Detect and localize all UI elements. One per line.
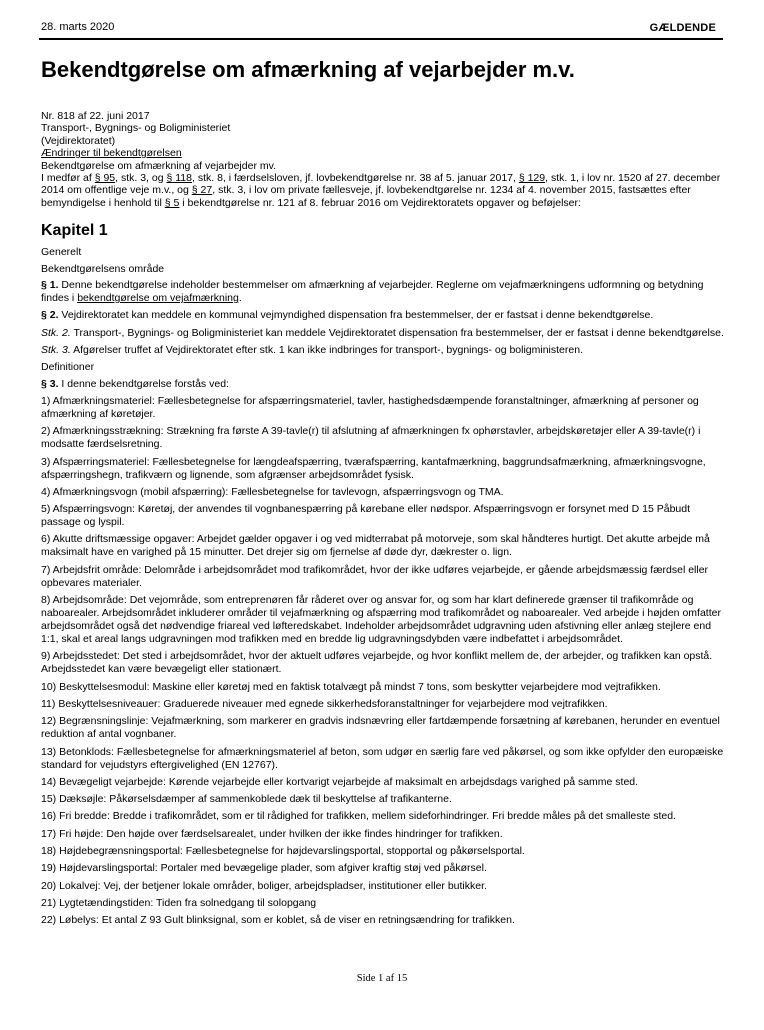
definition-item: 15) Dæksøjle: Påkørselsdæmper af sammenkoblede dæk til beskyttelse af trafikanterne. — [41, 793, 452, 806]
preamble-text: , stk. 3, og — [115, 172, 167, 185]
definition-item: 10) Beskyttelsesmodul: Maskine eller køretøj med en faktisk totalvægt på mindst 7 tons, som beskytter vejarbejdere mod vejtrafikken. — [41, 680, 661, 693]
definition-item: 3) Afspærringsmateriel: Fællesbetegnelse for længdeafspærring, tværafspærring, kantafmærkning, baggrundsafmærkning, afmærkningsvogne, afspærringshegn, trafikværn og lignende, som afgrænser arbejdsområdet fysisk. — [41, 455, 706, 481]
definition-item: 12) Begrænsningslinje: Vejafmærkning, som markerer en gradvis indsnævring eller fartdæmpende forsætning af kørebanen, herunder en eventuel reduktion af antal vognbaner. — [41, 715, 720, 741]
paragraph-text: . — [238, 292, 242, 304]
definition-item: 7) Arbejdsfrit område: Delområde i arbejdsområdet mod trafikområdet, hvor der ikke udføres vejarbejde, er gående arbejdsmæssig færdsel eller opbevares materialer. — [41, 563, 709, 589]
chapter-heading: Kapitel 1 — [41, 222, 108, 239]
document-number: Nr. 818 af 22. juni 2017 — [41, 110, 150, 122]
definition-item: 6) Akutte driftsmæssige opgaver: Arbejdet gælder opgaver i og ved midterrabat på motorveje, som skal håndteres hurtigt. Det akutte arbejde må maksimalt have en varighed på 15 minutter. Det drejer sig om fjernelse af døde dyr, dækrester o. lign. — [41, 533, 710, 559]
preamble — [41, 172, 725, 209]
definition-item: 11) Beskyttelsesniveauer: Graduerede niveauer med egnede sikkerhedsforanstaltninger for vejarbejdere mod vejtrafikken. — [41, 697, 608, 710]
paragraph-text: Transport-, Bygnings- og Boligministeriet kan meddele Vejdirektoratet dispensation fra bestemmelser, der er fastsat i denne bekendtgørelse. — [70, 326, 724, 339]
definition-item: 9) Arbejdsstedet: Det sted i arbejdsområdet, hvor der aktuelt udføres vejarbejde, og hvor konflikt mellem de, der arbejder, og trafikken kan opstå. Arbejdsstedet kan være bevægeligt eller stationært. — [41, 650, 713, 676]
definition-item: 8) Arbejdsområde: Det vejområde, som entreprenøren får råderet over og ansvar for, og som har klart definerede grænser til trafikområde og naboarealer. Arbejdsområdet inkluderer områder til vejafmærkning og afspærring mod trafikområdet og naboarealer. Ved arbejde i højden omfatter arbejdsområdet også det nødvendige friareal ved løfteredskabet. Indeholder arbejdsområdet udgravning uden afstivning eller anlæg stejlere end 1:1, skal et areal langs udgravningen mod trafikken med en bredde lig udgravningsdybden være indbefattet i arbejdsområdet. — [41, 594, 721, 646]
header-divider — [39, 38, 723, 40]
definition-item: 13) Betonklods: Fællesbetegnelse for afmærkningsmateriel af beton, som udgør en særlig fare ved påkørsel, og som ikke opfylder den europæiske standard for vejudstyrs eftergivelighed (EN 12767). — [41, 745, 724, 771]
paragraph-text: Vejdirektoratet kan meddele en kommunal vejmyndighed dispensation fra bestemmelser, der er fastsat i denne bekendtgørelse. — [58, 309, 654, 322]
stk-label: Stk. 2. — [41, 326, 71, 339]
section-heading-general: Generelt — [41, 246, 82, 258]
paragraph-1 — [41, 279, 725, 305]
section-heading-scope: Bekendtgørelsens område — [41, 262, 165, 275]
status-badge: GÆLDENDE — [649, 22, 716, 34]
definition-item: 19) Højdevarslingsportal: Portaler med bevægelige plader, som afgiver kraftig støj ved påkørsel. — [41, 862, 487, 875]
definition-item: 22) Løbelys: Et antal Z 93 Gult blinksignal, som er koblet, så de viser en retningsændring for trafikken. — [41, 914, 515, 927]
paragraph-number: § 2. — [41, 309, 59, 322]
vejafmaerkning-link[interactable]: bekendtgørelse om vejafmærkning — [77, 292, 239, 304]
preamble-text: i bekendtgørelse nr. 121 af 8. februar 2016 om Vejdirektoratets opgaver og beføjelser: — [179, 196, 581, 209]
short-title: Bekendtgørelse om afmærkning af vejarbejder mv. — [41, 159, 276, 172]
paragraph-text: Afgørelser truffet af Vejdirektoratet efter stk. 1 kan ikke indbringes for transport-, bygnings- og boligministeren. — [70, 343, 583, 356]
definition-item: 5) Afspærringsvogn: Køretøj, der anvendes til vognbanespærring på kørebane eller nødspor. Afspærringsvogn er forsynet med D 15 Påbudt passage og lyspil. — [41, 503, 691, 529]
preamble-text: I medfør af — [41, 172, 95, 185]
definition-item: 20) Lokalvej: Vej, der betjener lokale områder, boliger, arbejdspladser, institutioner eller butikker. — [41, 879, 487, 892]
paragraph-text: Denne bekendtgørelse indeholder bestemmelser om afmærkning af vejarbejder. Reglerne om vejafmærkningens udformning og betydning findes i — [41, 279, 704, 304]
definition-item: 14) Bevægeligt vejarbejde: Kørende vejarbejde eller kortvarigt vejarbejde af maksimalt en arbejdsdags varighed på samme sted. — [41, 775, 639, 788]
paragraph-2-stk-2 — [41, 327, 725, 340]
page-number: Side 1 af 15 — [356, 973, 408, 984]
agency-name: (Vejdirektoratet) — [41, 134, 116, 147]
preamble-text: , stk. 3, i lov om private fællesveje, jf. lovbekendtgørelse nr. 1234 af 4. november 2015, fastsættes efter bemyndigelse i henhold til — [41, 184, 691, 209]
ministry-name: Transport-, Bygnings- og Boligministeriet — [41, 122, 231, 135]
paragraph-2 — [41, 309, 725, 322]
ref-link-5[interactable]: § 5 — [164, 196, 180, 209]
paragraph-number: § 1. — [41, 279, 59, 291]
preamble-text: , stk. 8, i færdselsloven, jf. lovbekendtgørelse nr. 38 af 5. januar 2017, — [191, 172, 519, 185]
stk-label: Stk. 3. — [41, 343, 71, 356]
preamble-text: , stk. 1, i lov nr. 1520 af 27. december 2014 om offentlige veje m.v., og — [41, 172, 721, 197]
definition-item: 1) Afmærkningsmateriel: Fællesbetegnelse for afspærringsmateriel, tavler, hastighedsdæmpende foranstaltninger, afmærkning af personer og afmærkning af køretøjer. — [41, 394, 699, 420]
document-meta — [41, 110, 725, 209]
page-title: Bekendtgørelse om afmærkning af vejarbejder m.v. — [41, 57, 575, 82]
ref-link-95[interactable]: § 95 — [94, 172, 116, 185]
paragraph-3 — [41, 378, 725, 391]
ref-link-118[interactable]: § 118 — [166, 172, 192, 185]
paragraph-number: § 3. — [41, 377, 59, 390]
ref-link-129[interactable]: § 129 — [518, 172, 546, 185]
section-heading-definitions: Definitioner — [41, 361, 95, 374]
definition-item: 2) Afmærkningsstrækning: Strækning fra første A 39-tavle(r) til afslutning af afmærkningen fx ophørstavler, arbejdskøretøjer eller A 39-tavle(r) i modsatte færdselsretning. — [41, 425, 701, 451]
paragraph-text: I denne bekendtgørelse forstås ved: — [58, 377, 229, 390]
definition-item: 17) Fri højde: Den højde over færdselsarealet, under hvilken der ikke findes hindringer for trafikken. — [41, 827, 503, 840]
definition-item: 4) Afmærkningsvogn (mobil afspærring): Fællesbetegnelse for tavlevogn, afspærringsvogn og TMA. — [41, 485, 504, 498]
definition-item: 21) Lygtetændingstiden: Tiden fra solnedgang til solopgang — [41, 896, 317, 909]
definition-list — [41, 395, 725, 927]
header-date: 28. marts 2020 — [41, 21, 115, 33]
amendments-link[interactable]: Ændringer til bekendtgørelsen — [41, 147, 182, 160]
chapter-content — [41, 246, 725, 932]
definition-item: 18) Højdebegrænsningsportal: Fællesbetegnelse for højdevarslingsportal, stopportal og påkørselsportal. — [41, 845, 525, 858]
ref-link-27[interactable]: § 27 — [191, 184, 213, 197]
definition-item: 16) Fri bredde: Bredde i trafikområdet, som er til rådighed for trafikken, mellem sideforhindringer. Fri bredde måles på det smalleste sted. — [41, 810, 676, 823]
paragraph-2-stk-3 — [41, 344, 725, 357]
